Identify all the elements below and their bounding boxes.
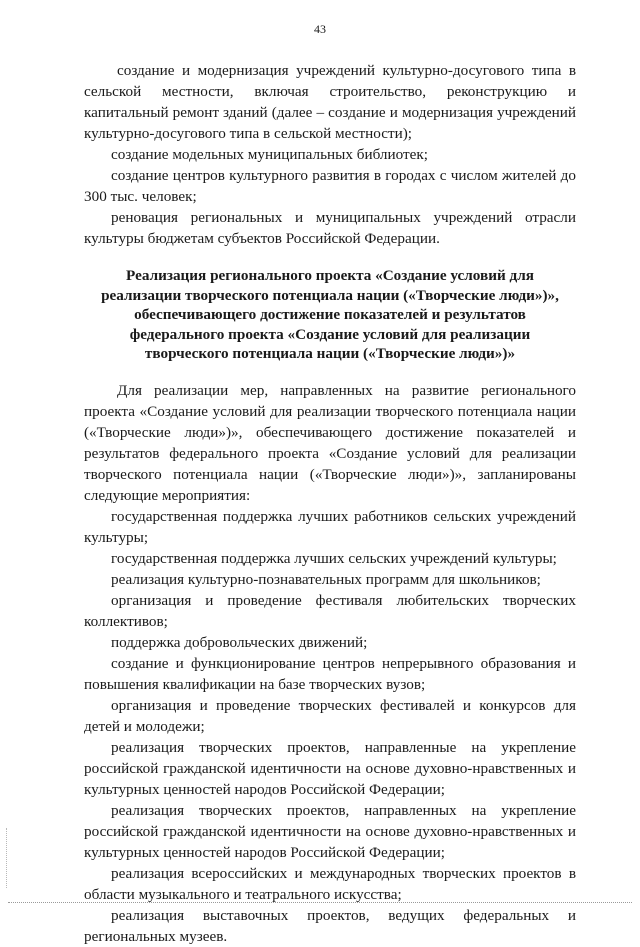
measure-item: реализация всероссийских и международных творческих проектов в области музыкального и театрального искусства; bbox=[84, 864, 576, 903]
measure-item: реализация культурно-познавательных программ для школьников; bbox=[111, 570, 541, 588]
scan-edge-mark bbox=[6, 828, 8, 888]
page-body bbox=[84, 60, 576, 947]
measure-item: создание и функционирование центров непрерывного образования и повышения квалификации на базе творческих вузов; bbox=[84, 654, 576, 693]
lead-paragraph: Для реализации мер, направленных на развитие регионального проекта «Создание условий для реализации творческого потенциала нации («Творческие люди»)», обеспечивающего достижение показателей и результатов федерального проекта «Создание условий для реализации творческого потенциала нации («Творческие люди»)», запланированы следующие мероприятия: bbox=[84, 381, 576, 504]
measure-item: государственная поддержка лучших работников сельских учреждений культуры; bbox=[84, 507, 576, 546]
section-heading: Реализация регионального проекта «Создание условий для реализации творческого потенциала нации («Творческие люди»)», обеспечивающего достижение показателей и результатов федерального проекта «Создание условий для реализации творческого потенциала нации («Творческие люди»)» bbox=[101, 267, 559, 362]
scan-bottom-rule bbox=[8, 902, 632, 903]
measure-item: реализация творческих проектов, направленные на укрепление российской гражданской идентичности на основе духовно-нравственных и культурных ценностей народов Российской Федерации; bbox=[84, 738, 576, 798]
measure-item: организация и проведение творческих фестивалей и конкурсов для детей и молодежи; bbox=[84, 696, 576, 735]
measure-item: организация и проведение фестиваля любительских творческих коллективов; bbox=[84, 591, 576, 630]
measure-item: реализация выставочных проектов, ведущих федеральных и региональных музеев. bbox=[84, 906, 576, 945]
intro-item: создание и модернизация учреждений культурно-досугового типа в сельской местности, включая строительство, реконструкцию и капитальный ремонт зданий (далее – создание и модернизация учреждений культурно-досугового типа в сельской местности); bbox=[84, 62, 576, 142]
measure-item: государственная поддержка лучших сельских учреждений культуры; bbox=[111, 549, 557, 567]
measure-item: реализация творческих проектов, направленных на укрепление российской гражданской идентичности на основе духовно-нравственных и культурных ценностей народов Российской Федерации; bbox=[84, 801, 576, 861]
intro-item: создание центров культурного развития в городах с числом жителей до 300 тыс. человек; bbox=[84, 167, 576, 205]
measure-item: поддержка добровольческих движений; bbox=[111, 633, 368, 651]
intro-item: реновация региональных и муниципальных учреждений отрасли культуры бюджетам субъектов Российской Федерации. bbox=[84, 209, 576, 247]
page-number: 43 bbox=[314, 22, 326, 36]
intro-item: создание модельных муниципальных библиотек; bbox=[111, 146, 429, 163]
